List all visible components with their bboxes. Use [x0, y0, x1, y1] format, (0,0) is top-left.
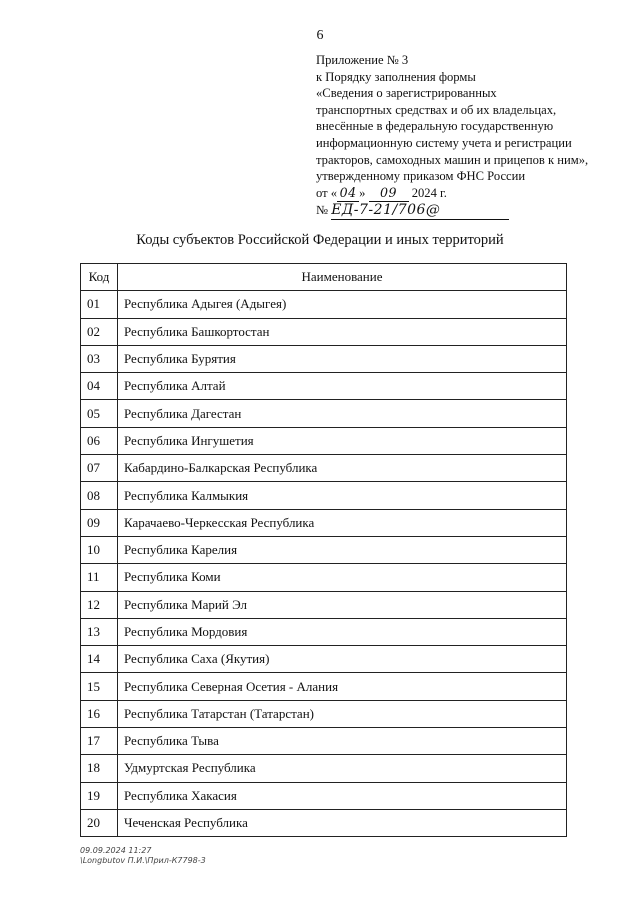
row-code: 14 — [81, 646, 118, 673]
row-code: 13 — [81, 618, 118, 645]
header-name: Наименование — [118, 264, 567, 291]
row-code: 11 — [81, 564, 118, 591]
row-code: 03 — [81, 345, 118, 372]
table-row — [81, 591, 567, 618]
table-row — [81, 427, 567, 454]
footer-timestamp: 09.09.2024 11:27 — [80, 846, 152, 855]
number-prefix: № — [316, 203, 329, 218]
row-code: 17 — [81, 728, 118, 755]
appendix-line: тракторов, самоходных машин и прицепов к ним», — [316, 152, 589, 167]
appendix-lines — [316, 52, 616, 185]
handwritten-day: 04 — [337, 185, 359, 203]
approval-date-line — [316, 185, 616, 203]
codes-table — [80, 263, 567, 837]
table-row — [81, 673, 567, 700]
row-code: 07 — [81, 455, 118, 482]
appendix-line: внесённые в федеральную государственную — [316, 119, 554, 134]
appendix-line: «Сведения о зарегистрированных — [316, 86, 497, 101]
table-row — [81, 536, 567, 563]
table-row — [81, 564, 567, 591]
row-code: 01 — [81, 291, 118, 318]
header-code: Код — [81, 264, 118, 291]
row-code: 20 — [81, 809, 118, 836]
table-row — [81, 455, 567, 482]
appendix-line: информационную систему учета и регистрации — [316, 135, 572, 150]
row-code: 06 — [81, 427, 118, 454]
row-code: 02 — [81, 318, 118, 345]
row-name: Республика Адыгея (Адыгея) — [118, 291, 567, 318]
table-row — [81, 809, 567, 836]
row-name: Республика Марий Эл — [118, 591, 567, 618]
appendix-line: Приложение № 3 — [316, 53, 409, 67]
row-name: Республика Хакасия — [118, 782, 567, 809]
row-code: 08 — [81, 482, 118, 509]
date-year: 2024 г. — [411, 185, 447, 200]
handwritten-order-number: ЕД-7-21/706@ — [331, 202, 509, 220]
table-row — [81, 700, 567, 727]
document-title: Коды субъектов Российской Федерации и иных территорий — [136, 232, 504, 248]
row-code: 16 — [81, 700, 118, 727]
row-name: Республика Северная Осетия - Алания — [118, 673, 567, 700]
table-row — [81, 400, 567, 427]
row-code: 10 — [81, 536, 118, 563]
order-number-line — [316, 202, 616, 220]
table-row — [81, 755, 567, 782]
row-name: Республика Дагестан — [118, 400, 567, 427]
row-name: Чеченская Республика — [118, 809, 567, 836]
table-row — [81, 318, 567, 345]
table-row — [81, 618, 567, 645]
row-name: Карачаево-Черкесская Республика — [118, 509, 567, 536]
row-code: 19 — [81, 782, 118, 809]
row-code: 09 — [81, 509, 118, 536]
row-name: Кабардино-Балкарская Республика — [118, 455, 567, 482]
row-name: Республика Башкортостан — [118, 318, 567, 345]
table-row — [81, 482, 567, 509]
row-name: Республика Мордовия — [118, 618, 567, 645]
appendix-line: утвержденному приказом ФНС России — [316, 169, 526, 184]
row-name: Республика Калмыкия — [118, 482, 567, 509]
row-name: Республика Карелия — [118, 536, 567, 563]
appendix-block — [316, 52, 616, 220]
appendix-line: транспортных средствах и об их владельцах, — [316, 102, 557, 117]
table-row — [81, 782, 567, 809]
table-body — [81, 291, 567, 837]
row-code: 12 — [81, 591, 118, 618]
date-mid: » — [359, 185, 366, 200]
row-name: Республика Коми — [118, 564, 567, 591]
row-name: Республика Татарстан (Татарстан) — [118, 700, 567, 727]
table-row — [81, 345, 567, 372]
appendix-line: к Порядку заполнения формы — [316, 69, 476, 84]
date-prefix: от « — [316, 185, 338, 200]
table-header-row — [81, 264, 567, 291]
footer-note — [80, 846, 206, 866]
table-row — [81, 728, 567, 755]
row-name: Удмуртская Республика — [118, 755, 567, 782]
row-code: 05 — [81, 400, 118, 427]
handwritten-month: 09 — [369, 185, 409, 203]
row-code: 04 — [81, 373, 118, 400]
table-row — [81, 509, 567, 536]
row-name: Республика Саха (Якутия) — [118, 646, 567, 673]
table-row — [81, 291, 567, 318]
row-code: 15 — [81, 673, 118, 700]
row-name: Республика Алтай — [118, 373, 567, 400]
row-name: Республика Ингушетия — [118, 427, 567, 454]
page-number: 6 — [316, 28, 324, 43]
row-code: 18 — [81, 755, 118, 782]
row-name: Республика Бурятия — [118, 345, 567, 372]
table-row — [81, 646, 567, 673]
footer-path: \Longbutov П.И.\Прил-К7798-3 — [80, 856, 206, 865]
table-row — [81, 373, 567, 400]
row-name: Республика Тыва — [118, 728, 567, 755]
